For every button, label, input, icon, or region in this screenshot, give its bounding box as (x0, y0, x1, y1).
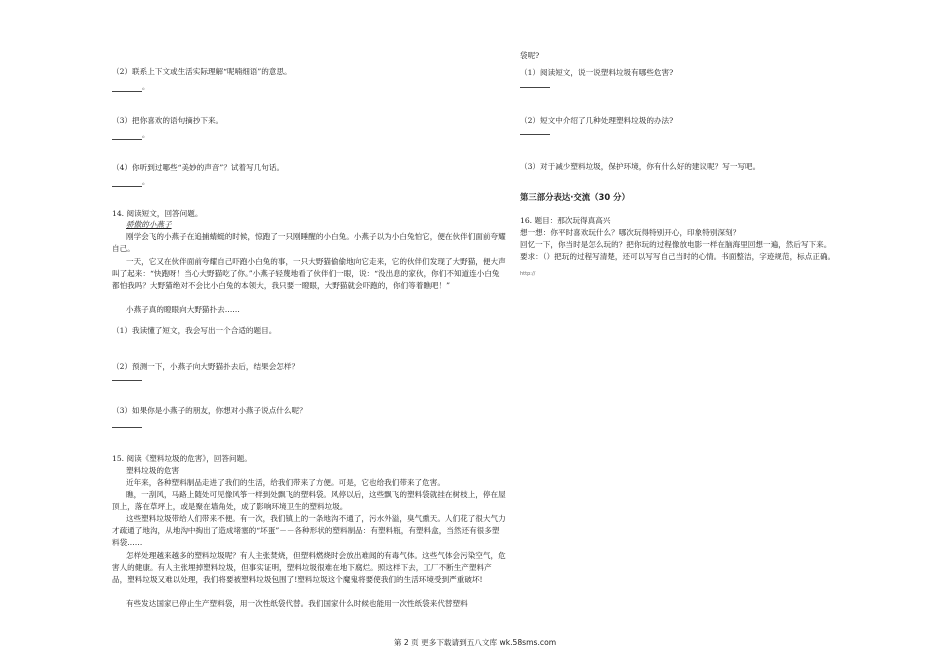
passage-paragraph: 刚学会飞的小燕子在追捕蜻蜓的时候，惊跑了一只刚睡醒的小白兔。小燕子以为小白兔怕它，便在伙伴们面前夸耀自己。 (112, 232, 506, 253)
question-13-4: （4）你听到过哪些“美妙的声音”？试着写几句话。 (112, 163, 285, 172)
passage-paragraph: 一天，它又在伙伴面前夸耀自己吓跑小白兔的事，一只大野猫偷偷地向它走来，它的伙伴们发现了大野猫，便大声叫了起来：“快跑呀！当心大野猫吃了你。”小燕子轻蔑地看了伙伴们一眼，说：“没出息的家伙，你们不知道连小白兔都怕我吗？大野猫绝对不会比小白兔的本领大，我只要一瞪眼，大野猫就会吓跑的，你们等着瞧吧！” (112, 257, 506, 290)
question-13-2: （2）联系上下文或生活实际理解“呢喃细语”的意思。 (112, 67, 292, 76)
answer-line[interactable] (112, 380, 142, 381)
continued-text: 袋呢? (520, 51, 540, 60)
question-15-3: （3）对于减少塑料垃圾，保护环境，你有什么好的建议呢？写一写吧。 (520, 162, 761, 171)
answer-line[interactable] (112, 427, 142, 428)
question-15-1: （1）阅读短文，说一说塑料垃圾有哪些危害? (520, 68, 674, 77)
answer-line[interactable] (520, 134, 550, 135)
question-13-3: （3）把你喜欢的语句摘抄下来。 (112, 116, 224, 125)
answer-line[interactable] (520, 87, 550, 88)
answer-line[interactable] (112, 186, 142, 187)
answer-line[interactable] (112, 139, 142, 140)
passage-paragraph: 小燕子真的瞪眼向大野猫扑去…… (126, 305, 240, 314)
question-15-2: （2）短文中介绍了几种处理塑料垃圾的办法? (520, 116, 674, 125)
question-14-1: （1）我读懂了短文，我会写出一个合适的题目。 (112, 326, 277, 335)
passage-paragraph: 这些塑料垃圾带给人们带来不便。有一次，我们镇上的一条地沟不通了，污水外溢，臭气熏天。人们花了很大气力才疏通了地沟，从地沟中掏出了造成堵塞的“坏蛋”－－各种形状的塑料制品：有塑料瓶，有塑料盒，当然还有很多塑料袋…… (112, 514, 506, 547)
question-14-3: （3）如果你是小燕子的朋友，你想对小燕子说点什么呢？ (112, 406, 307, 415)
question-14-2: （2）预测一下，小燕子向大野猫扑去后，结果会怎样？ (112, 362, 300, 371)
question-14-title: 14. 阅读短文，回答问题。 (112, 209, 203, 218)
passage-title: 骄傲的小燕子 (126, 220, 172, 229)
passage-paragraph: 瞧，一刮风，马路上随处可见像风筝一样到处飘飞的塑料袋。风停以后，这些飘飞的塑料袋就挂在树枝上，停在屋顶上，落在草坪上，或是聚在墙角处，成了影响环境卫生的塑料垃圾。 (112, 490, 506, 511)
passage-paragraph: 有些发达国家已停止生产塑料袋，用一次性纸袋代替。我们国家什么时候也能用一次性纸袋来代替塑料 (126, 599, 468, 608)
passage-paragraph: 怎样处理越来越多的塑料垃圾呢？有人主张焚烧，但塑料燃烧时会放出难闻的有毒气体。这些气体会污染空气，危害人的健康。有人主张埋掉塑料垃圾，但事实证明，塑料垃圾很难在地下腐烂。照这样下去，工厂不断生产塑料产品，塑料垃圾又难以处理，我们将要被塑料垃圾包围了!塑料垃圾这个魔鬼将要使我们的生活环境受到严重破坏! (112, 551, 506, 584)
tiny-mark: http:// (520, 271, 536, 277)
passage-paragraph: 近年来，各种塑料制品走进了我们的生活，给我们带来了方便。可是，它也给我们带来了危害。 (126, 478, 445, 487)
passage-title: 塑料垃圾的危害 (126, 466, 180, 475)
section-heading: 第三部分表达·交流（30 分） (520, 192, 630, 202)
page-footer: 第 2 页 更多下载请到五八文库 wk.58sms.com (393, 638, 557, 647)
answer-line[interactable] (112, 91, 142, 92)
prompt-line: 要求：（）把玩的过程写清楚，还可以写写自己当时的心情。书面整洁，字迹规范，标点正确。 (520, 252, 836, 261)
question-15-title: 15. 阅读《塑料垃圾的危害》，回答问题。 (112, 454, 252, 463)
question-16-title: 16. 题目：那次玩得真高兴 (520, 216, 611, 225)
prompt-line: 回忆一下，你当时是怎么玩的？把你玩的过程像放电影一样在脑海里回想一遍，然后写下来。 (520, 240, 832, 249)
prompt-line: 想一想：你平时喜欢玩什么？哪次玩得特别开心，印象特别深刻？ (520, 228, 741, 237)
